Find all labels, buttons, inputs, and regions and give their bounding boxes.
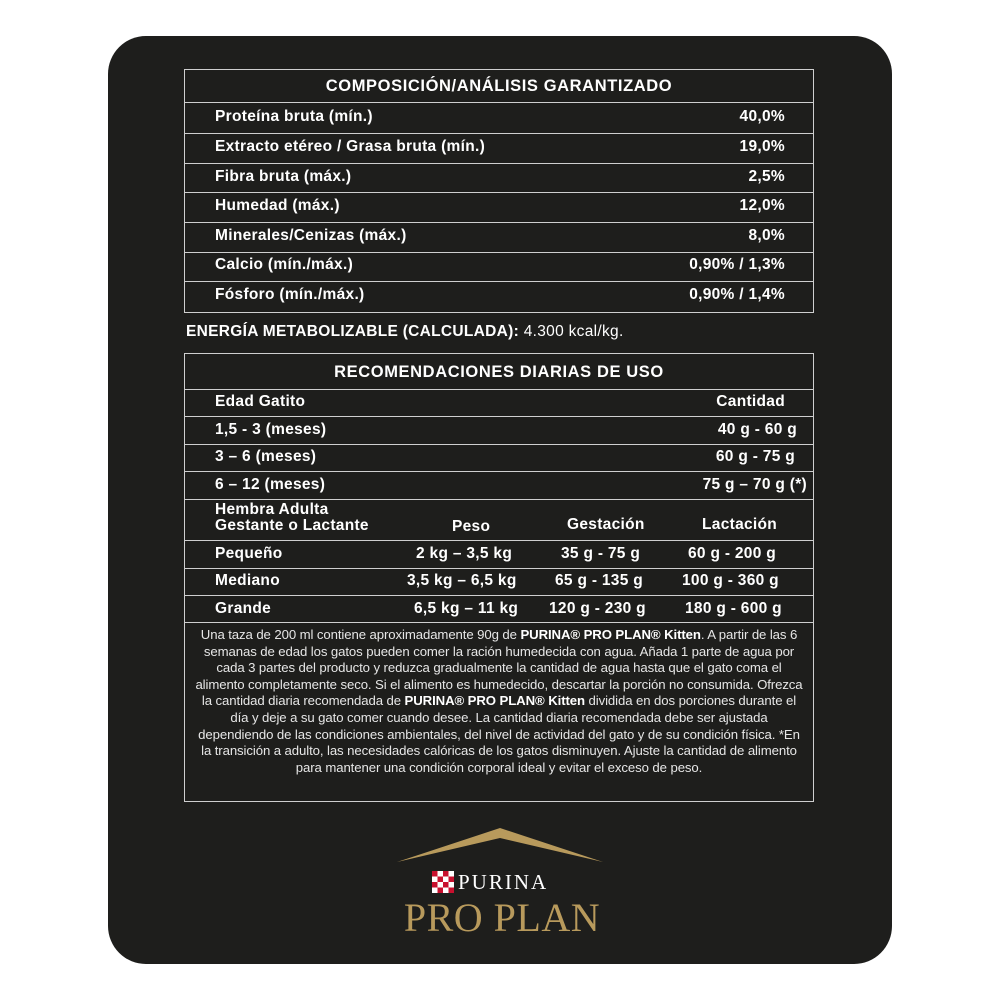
roof-icon [397, 828, 603, 864]
kitten-row-age: 6 – 12 (meses) [215, 476, 326, 493]
energy-label: ENERGÍA METABOLIZABLE (CALCULADA): [186, 323, 520, 340]
adult-row-weight: 3,5 kg – 6,5 kg [407, 572, 517, 589]
composition-row-value: 0,90% / 1,4% [689, 286, 785, 303]
adult-gestation-header: Gestación [567, 516, 645, 533]
adult-row-size: Mediano [215, 572, 280, 589]
divider [185, 416, 813, 417]
divider [185, 281, 813, 282]
adult-row-gestation: 120 g - 230 g [549, 600, 646, 617]
note-text: dividida en dos porciones durante el día y deje a su gato comer cuando desee. La cantidad diaria recomendada debe ser ajustada dependiendo de las condiciones ambientales, del nivel de actividad del gato y de su condición física. *En la transición a adulto, las necesidades calóricas de los gatos disminuyen. Ajuste la cantidad de alimento para mantener una condición corporal ideal y evitar el exceso de peso. [198, 693, 800, 775]
recommendations-table [184, 353, 814, 802]
kitten-row-age: 3 – 6 (meses) [215, 448, 317, 465]
adult-row-size: Pequeño [215, 545, 283, 562]
composition-row-value: 40,0% [739, 108, 785, 125]
feeding-note [195, 627, 803, 776]
composition-row-label: Calcio (mín./máx.) [215, 256, 354, 273]
kitten-row-amount: 75 g – 70 g (*) [702, 476, 807, 493]
divider [185, 499, 813, 500]
kitten-age-header: Edad Gatito [215, 393, 306, 410]
composition-row-label: Fósforo (mín./máx.) [215, 286, 365, 303]
divider [185, 102, 813, 103]
composition-row-label: Humedad (máx.) [215, 197, 340, 214]
adult-row-gestation: 35 g - 75 g [561, 545, 641, 562]
adult-weight-header: Peso [452, 518, 491, 535]
proplan-wordmark: PRO PLAN [403, 895, 601, 940]
composition-row-value: 2,5% [748, 168, 785, 185]
recommendations-title: RECOMENDACIONES DIARIAS DE USO [334, 363, 664, 381]
composition-row-value: 19,0% [739, 138, 785, 155]
composition-title: COMPOSICIÓN/ANÁLISIS GARANTIZADO [325, 77, 673, 95]
composition-row-label: Minerales/Cenizas (máx.) [215, 227, 407, 244]
adult-header-line2: Gestante o Lactante [215, 517, 369, 534]
divider [185, 192, 813, 193]
divider [185, 444, 813, 445]
note-text: . A partir de las 6 semanas de edad los gatos pueden comer la ración humedecida con agua. Añada 1 parte de agua por cada 3 partes del producto y reduzca gradualmente la cantidad de agua hasta que el gato coma el alimento completamente seco. Si el alimento es humedecido, descartar la porción no consumida. Ofrezca la cantidad diaria recomendada de [195, 627, 803, 709]
divider [185, 163, 813, 164]
composition-row-value: 0,90% / 1,3% [689, 256, 785, 273]
composition-row-label: Proteína bruta (mín.) [215, 108, 373, 125]
composition-table [184, 69, 814, 313]
adult-header-line1: Hembra Adulta [215, 501, 329, 518]
note-brand: PURINA® PRO PLAN® Kitten [520, 627, 701, 642]
composition-row-value: 8,0% [748, 227, 785, 244]
divider [185, 471, 813, 472]
composition-row-value: 12,0% [739, 197, 785, 214]
composition-row-label: Extracto etéreo / Grasa bruta (mín.) [215, 138, 486, 155]
kitten-amount-header: Cantidad [716, 393, 785, 410]
adult-row-size: Grande [215, 600, 272, 617]
checkerboard-icon [432, 871, 454, 893]
kitten-row-age: 1,5 - 3 (meses) [215, 421, 327, 438]
adult-row-gestation: 65 g - 135 g [555, 572, 644, 589]
adult-row-lactation: 60 g - 200 g [688, 545, 777, 562]
adult-row-lactation: 100 g - 360 g [682, 572, 779, 589]
adult-row-weight: 6,5 kg – 11 kg [414, 600, 519, 617]
note-brand: PURINA® PRO PLAN® Kitten [404, 693, 585, 709]
divider [185, 595, 813, 596]
kitten-row-amount: 40 g - 60 g [717, 421, 797, 438]
adult-row-weight: 2 kg – 3,5 kg [416, 545, 513, 562]
adult-lactation-header: Lactación [702, 516, 778, 533]
divider [185, 389, 813, 390]
divider [185, 133, 813, 134]
composition-row-label: Fibra bruta (máx.) [215, 168, 352, 185]
divider [185, 252, 813, 253]
kitten-row-amount: 60 g - 75 g [715, 448, 795, 465]
energy-line [186, 323, 624, 341]
divider [185, 568, 813, 569]
adult-row-lactation: 180 g - 600 g [685, 600, 782, 617]
purina-wordmark: PURINA [458, 870, 549, 894]
note-text: Una taza de 200 ml contiene aproximadamente 90g de [200, 627, 521, 642]
divider [185, 540, 813, 541]
divider [185, 222, 813, 223]
divider [185, 622, 813, 623]
energy-value: 4.300 kcal/kg. [523, 323, 624, 340]
